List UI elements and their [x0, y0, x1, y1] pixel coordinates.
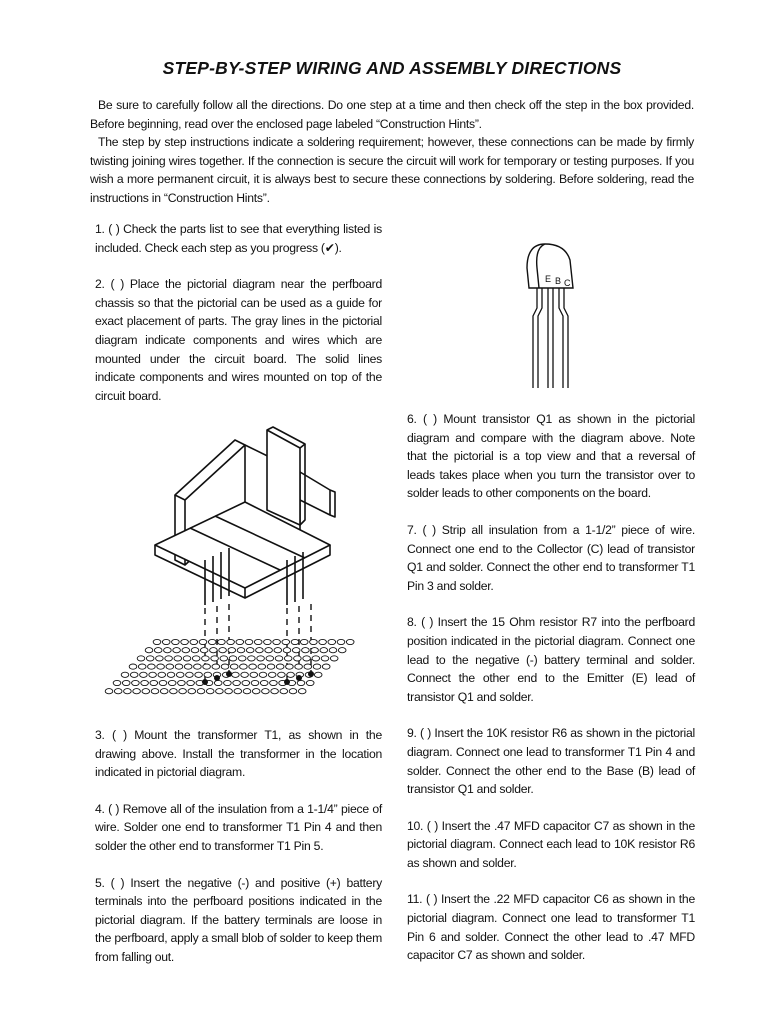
perfboard-hole — [228, 648, 236, 653]
perfboard-hole — [289, 689, 297, 694]
perfboard-hole — [165, 656, 173, 661]
perfboard-hole — [130, 672, 138, 677]
step-10: 10. ( ) Insert the .47 MFD capacitor C7 as shown in the pictorial diagram. Connect each lead to 10K resistor R6 as shown and solder. — [407, 818, 695, 870]
perfboard-hole — [275, 656, 283, 661]
perfboard-hole — [138, 664, 146, 669]
intro-paragraph-1: Be sure to carefully follow all the directions. Do one step at a time and then check off the step in the box provided. Before beginning, read over the enclosed page labeled “Construction Hints”. — [90, 98, 694, 131]
perfboard-hole — [191, 648, 199, 653]
perfboard-hole — [237, 648, 245, 653]
perfboard-hole — [302, 648, 310, 653]
perfboard-hole — [181, 639, 189, 644]
perfboard-hole — [194, 664, 202, 669]
perfboard-hole — [172, 639, 180, 644]
perfboard-hole — [311, 648, 319, 653]
intro-paragraph-2: The step by step instructions indicate a soldering requirement; however, these connections can be made by firmly twisting joining wires together. If the connection is secure the circuit will work for temporary or testing purposes. If you wish a more permanent circuit, it is always best to secure these connections by soldering. Before soldering, read the instructions in “Construction Hints”. — [90, 135, 694, 205]
perfboard-hole — [173, 648, 181, 653]
perfboard-hole — [153, 639, 161, 644]
perfboard-hole — [284, 656, 292, 661]
transformer-perfboard-drawing — [95, 420, 385, 710]
steps-right — [407, 410, 695, 965]
perfboard-hole — [174, 656, 182, 661]
step-8: 8. ( ) Insert the 15 Ohm resistor R7 into the perfboard position indicated in the pictorial diagram. Connect one lead to the negative (-) battery terminal and solder. Connect the other end to the Emitter (E) lead of transistor Q1 and solder. — [407, 615, 695, 704]
perfboard-hole — [192, 656, 200, 661]
perfboard-hole — [273, 639, 281, 644]
perfboard-hole — [225, 689, 233, 694]
perfboard-hole — [137, 656, 145, 661]
step-7: 7. ( ) Strip all insulation from a 1-1/2” piece of wire. Connect one end to the Collector (C) lead of transistor Q1 and solder. Connect the other end to transformer T1 Pin 3 and solder. — [407, 522, 695, 593]
perfboard-hole — [156, 656, 164, 661]
perfboard-hole — [168, 680, 176, 685]
perfboard-hole — [230, 664, 238, 669]
perfboard-hole — [294, 656, 302, 661]
perfboard-hole — [227, 639, 235, 644]
step-2: 2. ( ) Place the pictorial diagram near the perfboard chassis so that the pictorial can be used as a guide for exact placement of parts. The gray lines in the pictorial diagram indicate components and wires which are mounted under the circuit board. The solid lines indicate components and wires mounted on top of the circuit board. — [95, 277, 382, 403]
perfboard-hole — [250, 672, 258, 677]
perfboard-hole — [151, 689, 159, 694]
perfboard-hole — [243, 689, 251, 694]
lead-label-e: E — [545, 274, 552, 284]
step-11: 11. ( ) Insert the .22 MFD capacitor C6 as shown in the pictorial diagram. Connect one lead to transformer T1 Pin 6 and solder. Connect the other lead to .47 MFD capacitor C7 as shown and solder. — [407, 892, 695, 963]
perfboard-hole — [291, 639, 299, 644]
perfboard-hole — [159, 680, 167, 685]
perfboard-hole — [267, 664, 275, 669]
perfboard-hole — [313, 664, 321, 669]
perfboard-hole — [188, 689, 196, 694]
steps-left-top — [95, 220, 382, 405]
perfboard-hole — [140, 672, 148, 677]
perfboard-hole — [258, 664, 266, 669]
perfboard-hole — [190, 639, 198, 644]
perfboard-hole — [287, 672, 295, 677]
perfboard-hole — [306, 680, 314, 685]
perfboard-hole — [246, 648, 254, 653]
steps-left-bottom — [95, 726, 382, 967]
perfboard-hole — [310, 639, 318, 644]
perfboard-hole — [252, 689, 260, 694]
perfboard-hole — [322, 664, 330, 669]
perfboard-hole — [182, 648, 190, 653]
perfboard-hole — [206, 689, 214, 694]
perfboard-hole — [298, 689, 306, 694]
perfboard-hole — [113, 680, 121, 685]
transistor-drawing — [515, 238, 585, 390]
perfboard-hole — [232, 672, 240, 677]
perfboard-hole — [149, 672, 157, 677]
perfboard-hole — [176, 672, 184, 677]
perfboard-hole — [260, 680, 268, 685]
perfboard-hole — [321, 656, 329, 661]
perfboard-hole — [158, 672, 166, 677]
perfboard-hole — [257, 656, 265, 661]
perfboard-hole — [197, 689, 205, 694]
perfboard-hole — [314, 672, 322, 677]
intro — [90, 96, 694, 208]
perfboard-hole — [167, 672, 175, 677]
perfboard-hole — [150, 680, 158, 685]
perfboard-hole — [121, 672, 129, 677]
perfboard-hole — [179, 689, 187, 694]
perfboard-hole — [337, 639, 345, 644]
perfboard-hole — [178, 680, 186, 685]
perfboard-hole — [297, 680, 305, 685]
step-4: 4. ( ) Remove all of the insulation from a 1-1/4” piece of wire. Solder one end to transformer T1 Pin 4 and then solder the other end to transformer T1 Pin 5. — [95, 801, 382, 853]
perfboard-hole — [219, 648, 227, 653]
perfboard-hole — [319, 639, 327, 644]
perfboard-hole — [248, 656, 256, 661]
perfboard-hole — [241, 672, 249, 677]
perfboard-hole — [236, 639, 244, 644]
perfboard-hole — [224, 680, 232, 685]
perfboard-hole — [210, 648, 218, 653]
perfboard-hole — [166, 664, 174, 669]
perfboard-hole — [286, 664, 294, 669]
perfboard-hole — [211, 656, 219, 661]
perfboard-hole — [274, 648, 282, 653]
perfboard-hole — [124, 689, 132, 694]
lead-label-b: B — [555, 276, 562, 286]
perfboard-hole — [278, 672, 286, 677]
perfboard-hole — [132, 680, 140, 685]
perfboard-hole — [160, 689, 168, 694]
perfboard-hole — [312, 656, 320, 661]
perfboard-hole — [292, 648, 300, 653]
perfboard-hole — [186, 672, 194, 677]
perfboard-hole — [122, 680, 130, 685]
perfboard-hole — [203, 664, 211, 669]
perfboard-hole — [251, 680, 259, 685]
perfboard-hole — [187, 680, 195, 685]
perfboard-hole — [328, 639, 336, 644]
perfboard-hole — [259, 672, 267, 677]
perfboard-hole — [245, 639, 253, 644]
perfboard-hole — [249, 664, 257, 669]
perfboard-hole — [276, 664, 284, 669]
perfboard-hole — [133, 689, 141, 694]
perfboard-hole — [295, 664, 303, 669]
perfboard-hole — [320, 648, 328, 653]
perfboard-hole — [303, 656, 311, 661]
perfboard-hole — [220, 656, 228, 661]
perfboard-hole — [268, 672, 276, 677]
perfboard-hole — [145, 648, 153, 653]
perfboard-hole — [304, 664, 312, 669]
perfboard-hole — [264, 639, 272, 644]
perfboard-hole — [204, 672, 212, 677]
perfboard-hole — [208, 639, 216, 644]
perfboard-hole — [216, 689, 224, 694]
perfboard-hole — [214, 680, 222, 685]
step-1: 1. ( ) Check the parts list to see that everything listed is included. Check each step as you progress (✔). — [95, 222, 382, 255]
perfboard-hole — [164, 648, 172, 653]
perfboard-hole — [202, 656, 210, 661]
perfboard-hole — [262, 689, 270, 694]
perfboard-hole — [200, 648, 208, 653]
step-5: 5. ( ) Insert the negative (-) and positive (+) battery terminals into the perfboard positions indicated in the pictorial diagram. If the battery terminals are loose in the perfboard, apply a small blob of solder to keep them from falling out. — [95, 875, 382, 964]
perfboard-hole — [199, 639, 207, 644]
perfboard-hole — [270, 680, 278, 685]
perfboard-hole — [170, 689, 178, 694]
step-9: 9. ( ) Insert the 10K resistor R6 as shown in the pictorial diagram. Connect one lead to transformer T1 Pin 4 and solder. Connect the other end to the Base (B) lead of transistor Q1 and solder. — [407, 726, 695, 797]
perfboard-hole — [218, 639, 226, 644]
perfboard-hole — [142, 689, 150, 694]
perfboard-hole — [229, 656, 237, 661]
step-3: 3. ( ) Mount the transformer T1, as shown in the drawing above. Install the transformer in the location indicated in pictorial diagram. — [95, 728, 382, 780]
page-title: STEP-BY-STEP WIRING AND ASSEMBLY DIRECTIONS — [162, 58, 622, 78]
perfboard-hole — [282, 639, 290, 644]
perfboard-hole — [265, 648, 273, 653]
perfboard-hole — [233, 680, 241, 685]
perfboard-hole — [329, 648, 337, 653]
perfboard-hole — [105, 689, 113, 694]
perfboard-hole — [346, 639, 354, 644]
perfboard-hole — [283, 648, 291, 653]
perfboard-hole — [338, 648, 346, 653]
perfboard-hole — [175, 664, 183, 669]
perfboard-hole — [300, 639, 308, 644]
perfboard-hole — [234, 689, 242, 694]
perfboard-hole — [184, 664, 192, 669]
perfboard-hole — [221, 664, 229, 669]
perfboard-hole — [148, 664, 156, 669]
perfboard-hole — [266, 656, 274, 661]
perfboard-hole — [195, 672, 203, 677]
step-6: 6. ( ) Mount transistor Q1 as shown in the pictorial diagram and compare with the diagram above. Note that the pictorial is a top view and that a reversal of leads takes place when you turn the transistor over to solder leads to other components on the board. — [407, 412, 695, 501]
perfboard-hole — [330, 656, 338, 661]
perfboard-hole — [271, 689, 279, 694]
perfboard-hole — [129, 664, 137, 669]
perfboard-hole — [238, 656, 246, 661]
lead-label-c: C — [564, 278, 571, 288]
perfboard-hole — [154, 648, 162, 653]
perfboard-hole — [242, 680, 250, 685]
perfboard-hole — [212, 664, 220, 669]
perfboard-hole — [162, 639, 170, 644]
perfboard-hole — [183, 656, 191, 661]
perfboard-hole — [157, 664, 165, 669]
perfboard-hole — [240, 664, 248, 669]
perfboard-hole — [256, 648, 264, 653]
perfboard-hole — [146, 656, 154, 661]
perfboard-hole — [141, 680, 149, 685]
perfboard-hole — [280, 689, 288, 694]
perfboard-hole — [114, 689, 122, 694]
perfboard-hole — [254, 639, 262, 644]
